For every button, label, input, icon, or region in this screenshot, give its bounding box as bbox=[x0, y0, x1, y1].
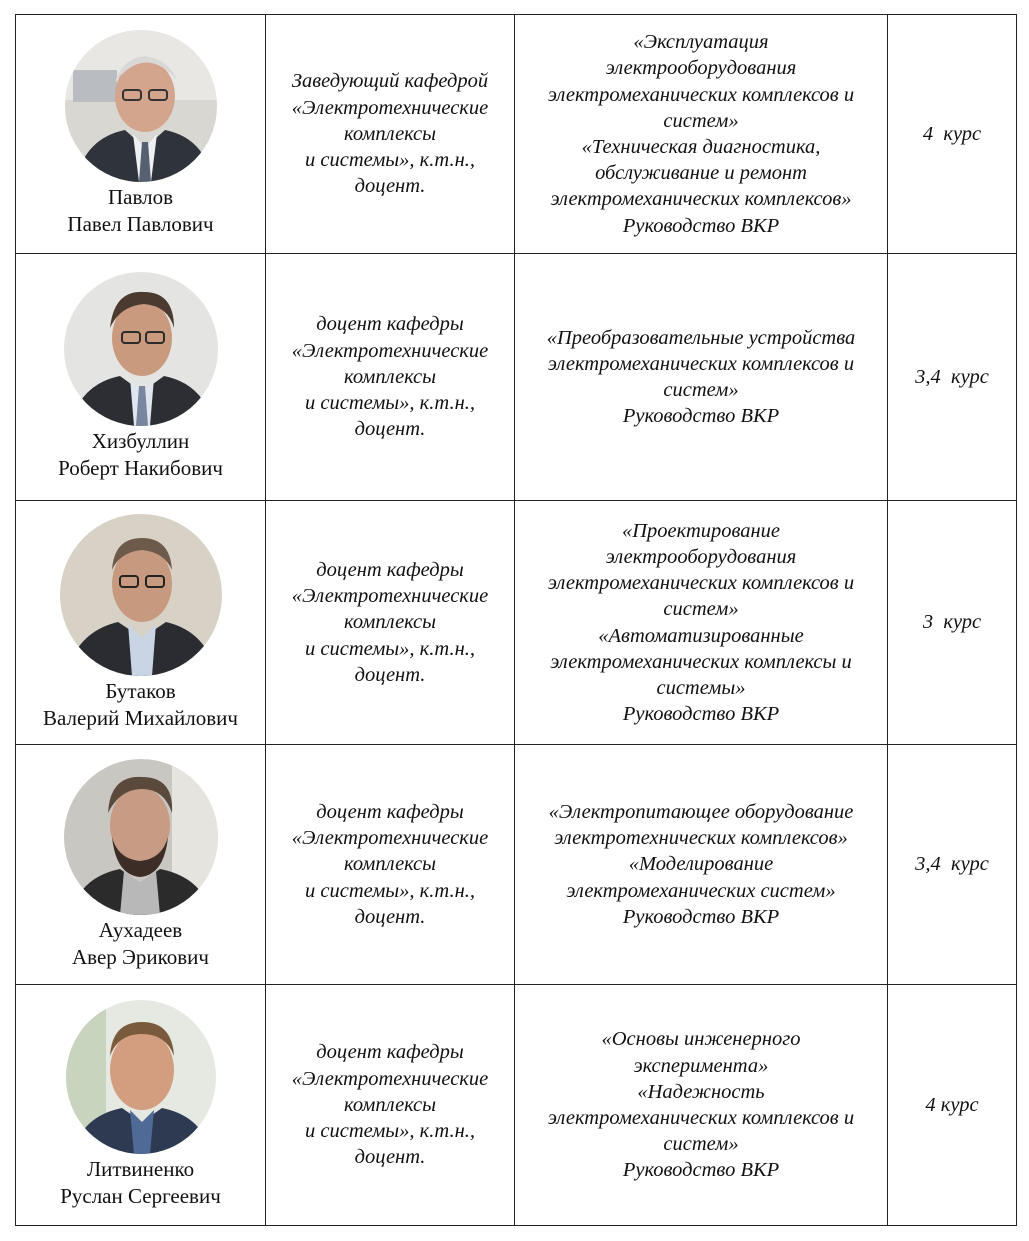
subject-line: электромеханических систем» bbox=[566, 879, 836, 902]
role-line: и системы», к.т.н., bbox=[305, 149, 475, 172]
role-line: и системы», к.т.н., bbox=[305, 1120, 475, 1143]
role-cell bbox=[266, 985, 515, 1226]
subject-line: систем» bbox=[663, 109, 739, 132]
role-line: комплексы bbox=[344, 365, 436, 388]
subject-line: систем» bbox=[663, 1133, 739, 1156]
subject-line: эксперимента» bbox=[633, 1054, 769, 1077]
person-cell bbox=[16, 501, 266, 745]
role-line: Заведующий кафедрой bbox=[291, 70, 489, 93]
subject-line: «Эксплуатация bbox=[633, 31, 769, 54]
staff-table bbox=[15, 14, 1017, 1226]
course-value: 3,4 курс bbox=[915, 365, 989, 388]
person-surname: Павлов bbox=[107, 185, 174, 209]
role-line: доцент. bbox=[354, 1146, 426, 1169]
person-surname: Литвиненко bbox=[86, 1157, 195, 1181]
subject-line: «Электропитающее оборудование bbox=[548, 800, 854, 823]
role-line: и системы», к.т.н., bbox=[305, 392, 475, 415]
subjects-cell bbox=[515, 15, 888, 254]
role-line: «Электротехнические bbox=[291, 339, 489, 362]
person-surname: Хизбуллин bbox=[91, 429, 190, 453]
course-cell bbox=[888, 501, 1017, 745]
subject-line: Руководство ВКР bbox=[622, 703, 780, 726]
subject-line: «Проектирование bbox=[621, 519, 781, 542]
subject-line: системы» bbox=[656, 676, 746, 699]
role-line: комплексы bbox=[344, 1093, 436, 1116]
subject-line: «Основы инженерного bbox=[601, 1028, 801, 1051]
subject-line: Руководство ВКР bbox=[622, 214, 780, 237]
portrait-photo bbox=[60, 514, 222, 676]
course-value: 4 курс bbox=[925, 1093, 979, 1116]
portrait-photo bbox=[64, 272, 218, 426]
subject-line: «Преобразовательные устройства bbox=[546, 326, 856, 349]
person-given-name: Роберт Накибович bbox=[58, 456, 223, 480]
subject-line: «Техническая диагностика, bbox=[581, 136, 821, 158]
role-line: комплексы bbox=[344, 853, 436, 876]
subject-line: «Надежность bbox=[637, 1080, 765, 1103]
role-line: доцент. bbox=[354, 663, 426, 686]
subject-line: «Автоматизированные bbox=[598, 624, 804, 647]
course-cell bbox=[888, 985, 1017, 1226]
role-line: и системы», к.т.н., bbox=[305, 637, 475, 660]
role-cell bbox=[266, 15, 515, 254]
role-line: и системы», к.т.н., bbox=[305, 879, 475, 902]
course-cell bbox=[888, 254, 1017, 501]
subjects-cell bbox=[515, 501, 888, 745]
subjects-cell bbox=[515, 745, 888, 985]
subject-line: электромеханических комплексов и bbox=[547, 83, 855, 106]
subject-line: Руководство ВКР bbox=[622, 905, 780, 928]
person-surname: Аухадеев bbox=[98, 917, 183, 942]
portrait-photo bbox=[65, 30, 217, 182]
subject-line: электромеханических комплексов и bbox=[547, 1107, 855, 1129]
person-surname: Бутаков bbox=[105, 678, 176, 703]
role-line: доцент. bbox=[354, 175, 426, 198]
person-given-name: Павел Павлович bbox=[67, 212, 214, 236]
role-cell bbox=[266, 745, 515, 985]
subject-line: систем» bbox=[663, 598, 739, 621]
table-row bbox=[16, 985, 1017, 1226]
portrait-photo bbox=[64, 759, 218, 915]
role-cell bbox=[266, 254, 515, 501]
subject-line: электромеханических комплексов и bbox=[547, 572, 855, 595]
subject-line: электромеханических комплексов» bbox=[550, 188, 852, 211]
subject-line: «Моделирование bbox=[628, 853, 774, 876]
subject-line: электромеханических комплексов и bbox=[547, 352, 855, 375]
person-given-name: Руслан Сергеевич bbox=[60, 1184, 221, 1208]
subject-line: электротехнических комплексов» bbox=[554, 827, 848, 850]
course-value: 4 курс bbox=[922, 122, 982, 145]
subject-line: Руководство ВКР bbox=[622, 405, 780, 428]
person-given-name: Валерий Михайлович bbox=[43, 705, 238, 730]
table-row bbox=[16, 254, 1017, 501]
role-line: доцент. bbox=[354, 905, 426, 928]
person-given-name: Авер Эрикович bbox=[72, 944, 209, 969]
subject-line: электрооборудования bbox=[605, 57, 797, 80]
course-value: 3,4 курс bbox=[915, 853, 989, 876]
role-line: «Электротехнические bbox=[291, 585, 489, 608]
role-line: доцент. bbox=[354, 418, 426, 441]
subjects-cell bbox=[515, 254, 888, 501]
course-value: 3 курс bbox=[922, 611, 982, 634]
person-cell bbox=[16, 15, 266, 254]
subject-line: систем» bbox=[663, 379, 739, 401]
role-line: доцент кафедры bbox=[316, 800, 464, 823]
role-line: комплексы bbox=[344, 122, 436, 145]
person-cell bbox=[16, 985, 266, 1226]
table-row bbox=[16, 501, 1017, 745]
subject-line: Руководство ВКР bbox=[622, 1159, 780, 1182]
role-line: «Электротехнические bbox=[291, 1067, 489, 1090]
person-cell bbox=[16, 254, 266, 501]
subject-line: электрооборудования bbox=[605, 545, 797, 568]
role-cell bbox=[266, 501, 515, 745]
subject-line: электромеханических комплексы и bbox=[550, 650, 852, 673]
subject-line: обслуживание и ремонт bbox=[595, 162, 807, 185]
subjects-cell bbox=[515, 985, 888, 1226]
table-row bbox=[16, 745, 1017, 985]
portrait-photo bbox=[66, 1000, 216, 1154]
course-cell bbox=[888, 15, 1017, 254]
role-line: доцент кафедры bbox=[316, 1041, 464, 1064]
role-line: «Электротехнические bbox=[291, 96, 489, 119]
role-line: доцент кафедры bbox=[316, 558, 464, 581]
role-line: комплексы bbox=[344, 611, 436, 634]
role-line: «Электротехнические bbox=[291, 827, 489, 850]
course-cell bbox=[888, 745, 1017, 985]
person-cell bbox=[16, 745, 266, 985]
table-row bbox=[16, 15, 1017, 254]
role-line: доцент кафедры bbox=[316, 313, 464, 336]
